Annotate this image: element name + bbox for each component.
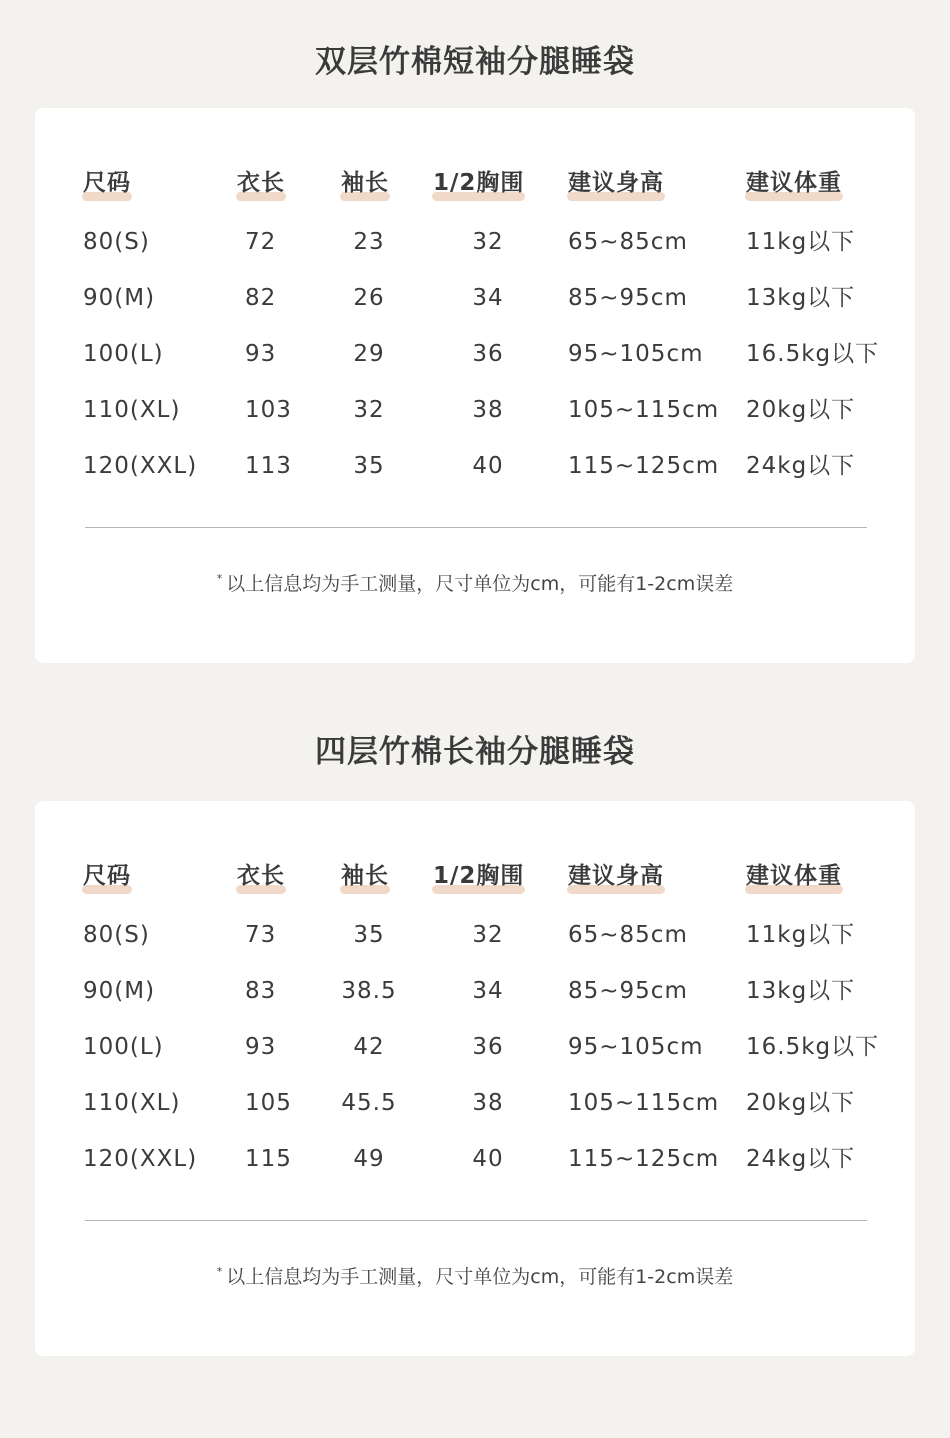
cell-weight: 11kg以下 — [746, 229, 856, 255]
cell-half-chest: 40 — [472, 453, 504, 479]
table-row — [35, 446, 915, 486]
header-sleeve: 袖长 — [341, 163, 401, 203]
cell-weight: 11kg以下 — [746, 922, 856, 948]
cell-weight: 13kg以下 — [746, 285, 856, 311]
cell-length: 83 — [245, 978, 277, 1004]
table-header-row — [35, 163, 915, 203]
cell-height: 65~85cm — [568, 229, 688, 255]
cell-height: 85~95cm — [568, 978, 688, 1004]
cell-sleeve: 35 — [353, 922, 385, 948]
cell-weight: 20kg以下 — [746, 397, 856, 423]
cell-size: 110(XL) — [83, 397, 181, 423]
cell-weight: 16.5kg以下 — [746, 1034, 880, 1060]
note-text: 以上信息均为手工测量，尺寸单位为cm，可能有1-2cm误差 — [226, 1266, 734, 1288]
cell-length: 72 — [245, 229, 277, 255]
cell-half-chest: 32 — [472, 229, 504, 255]
divider — [85, 1220, 867, 1221]
header-height: 建议身高 — [568, 856, 664, 896]
section-title-long-sleeve: 四层竹棉长袖分腿睡袋 — [315, 734, 635, 770]
cell-size: 100(L) — [83, 1034, 164, 1060]
measurement-note — [35, 1262, 915, 1289]
note-asterisk: * — [216, 1265, 223, 1278]
header-size: 尺码 — [83, 163, 131, 203]
measurement-note — [35, 569, 915, 596]
cell-height: 95~105cm — [568, 341, 704, 367]
cell-height: 105~115cm — [568, 397, 720, 423]
cell-size: 120(XXL) — [83, 1146, 198, 1172]
cell-height: 115~125cm — [568, 1146, 720, 1172]
cell-half-chest: 38 — [472, 1090, 504, 1116]
divider — [85, 527, 867, 528]
cell-length: 93 — [245, 341, 277, 367]
cell-length: 82 — [245, 285, 277, 311]
header-sleeve: 袖长 — [341, 856, 401, 896]
table-row — [35, 334, 915, 374]
table-row — [35, 390, 915, 430]
cell-size: 120(XXL) — [83, 453, 198, 479]
table-row — [35, 1083, 915, 1123]
cell-half-chest: 40 — [472, 1146, 504, 1172]
cell-height: 85~95cm — [568, 285, 688, 311]
cell-half-chest: 38 — [472, 397, 504, 423]
cell-weight: 16.5kg以下 — [746, 341, 880, 367]
cell-half-chest: 36 — [472, 1034, 504, 1060]
cell-half-chest: 34 — [472, 285, 504, 311]
cell-sleeve: 45.5 — [341, 1090, 397, 1116]
cell-sleeve: 32 — [353, 397, 385, 423]
table-row — [35, 1139, 915, 1179]
cell-height: 95~105cm — [568, 1034, 704, 1060]
cell-size: 90(M) — [83, 285, 156, 311]
header-length: 衣长 — [237, 163, 307, 203]
header-length: 衣长 — [237, 856, 307, 896]
cell-sleeve: 38.5 — [341, 978, 397, 1004]
cell-sleeve: 23 — [353, 229, 385, 255]
cell-weight: 24kg以下 — [746, 453, 856, 479]
cell-sleeve: 26 — [353, 285, 385, 311]
cell-height: 65~85cm — [568, 922, 688, 948]
header-half-chest: 1/2胸围 — [433, 163, 543, 203]
cell-size: 80(S) — [83, 229, 150, 255]
table-row — [35, 278, 915, 318]
size-chart-card-short-sleeve — [35, 108, 915, 663]
cell-size: 90(M) — [83, 978, 156, 1004]
cell-sleeve: 29 — [353, 341, 385, 367]
header-weight: 建议体重 — [746, 163, 842, 203]
cell-length: 113 — [245, 453, 292, 479]
table-row — [35, 1027, 915, 1067]
table-row — [35, 915, 915, 955]
cell-weight: 13kg以下 — [746, 978, 856, 1004]
cell-sleeve: 49 — [353, 1146, 385, 1172]
cell-weight: 24kg以下 — [746, 1146, 856, 1172]
cell-half-chest: 32 — [472, 922, 504, 948]
cell-sleeve: 35 — [353, 453, 385, 479]
table-row — [35, 971, 915, 1011]
cell-height: 105~115cm — [568, 1090, 720, 1116]
cell-length: 73 — [245, 922, 277, 948]
table-row — [35, 222, 915, 262]
cell-length: 93 — [245, 1034, 277, 1060]
cell-half-chest: 34 — [472, 978, 504, 1004]
table-header-row — [35, 856, 915, 896]
cell-size: 100(L) — [83, 341, 164, 367]
header-weight: 建议体重 — [746, 856, 842, 896]
header-half-chest: 1/2胸围 — [433, 856, 543, 896]
note-text: 以上信息均为手工测量，尺寸单位为cm，可能有1-2cm误差 — [226, 573, 734, 595]
cell-sleeve: 42 — [353, 1034, 385, 1060]
cell-weight: 20kg以下 — [746, 1090, 856, 1116]
header-height: 建议身高 — [568, 163, 664, 203]
cell-length: 115 — [245, 1146, 292, 1172]
section-title-short-sleeve: 双层竹棉短袖分腿睡袋 — [315, 44, 635, 80]
cell-half-chest: 36 — [472, 341, 504, 367]
cell-length: 103 — [245, 397, 292, 423]
cell-height: 115~125cm — [568, 453, 720, 479]
size-chart-card-long-sleeve — [35, 801, 915, 1356]
cell-size: 110(XL) — [83, 1090, 181, 1116]
cell-length: 105 — [245, 1090, 292, 1116]
header-size: 尺码 — [83, 856, 131, 896]
cell-size: 80(S) — [83, 922, 150, 948]
note-asterisk: * — [216, 572, 223, 585]
